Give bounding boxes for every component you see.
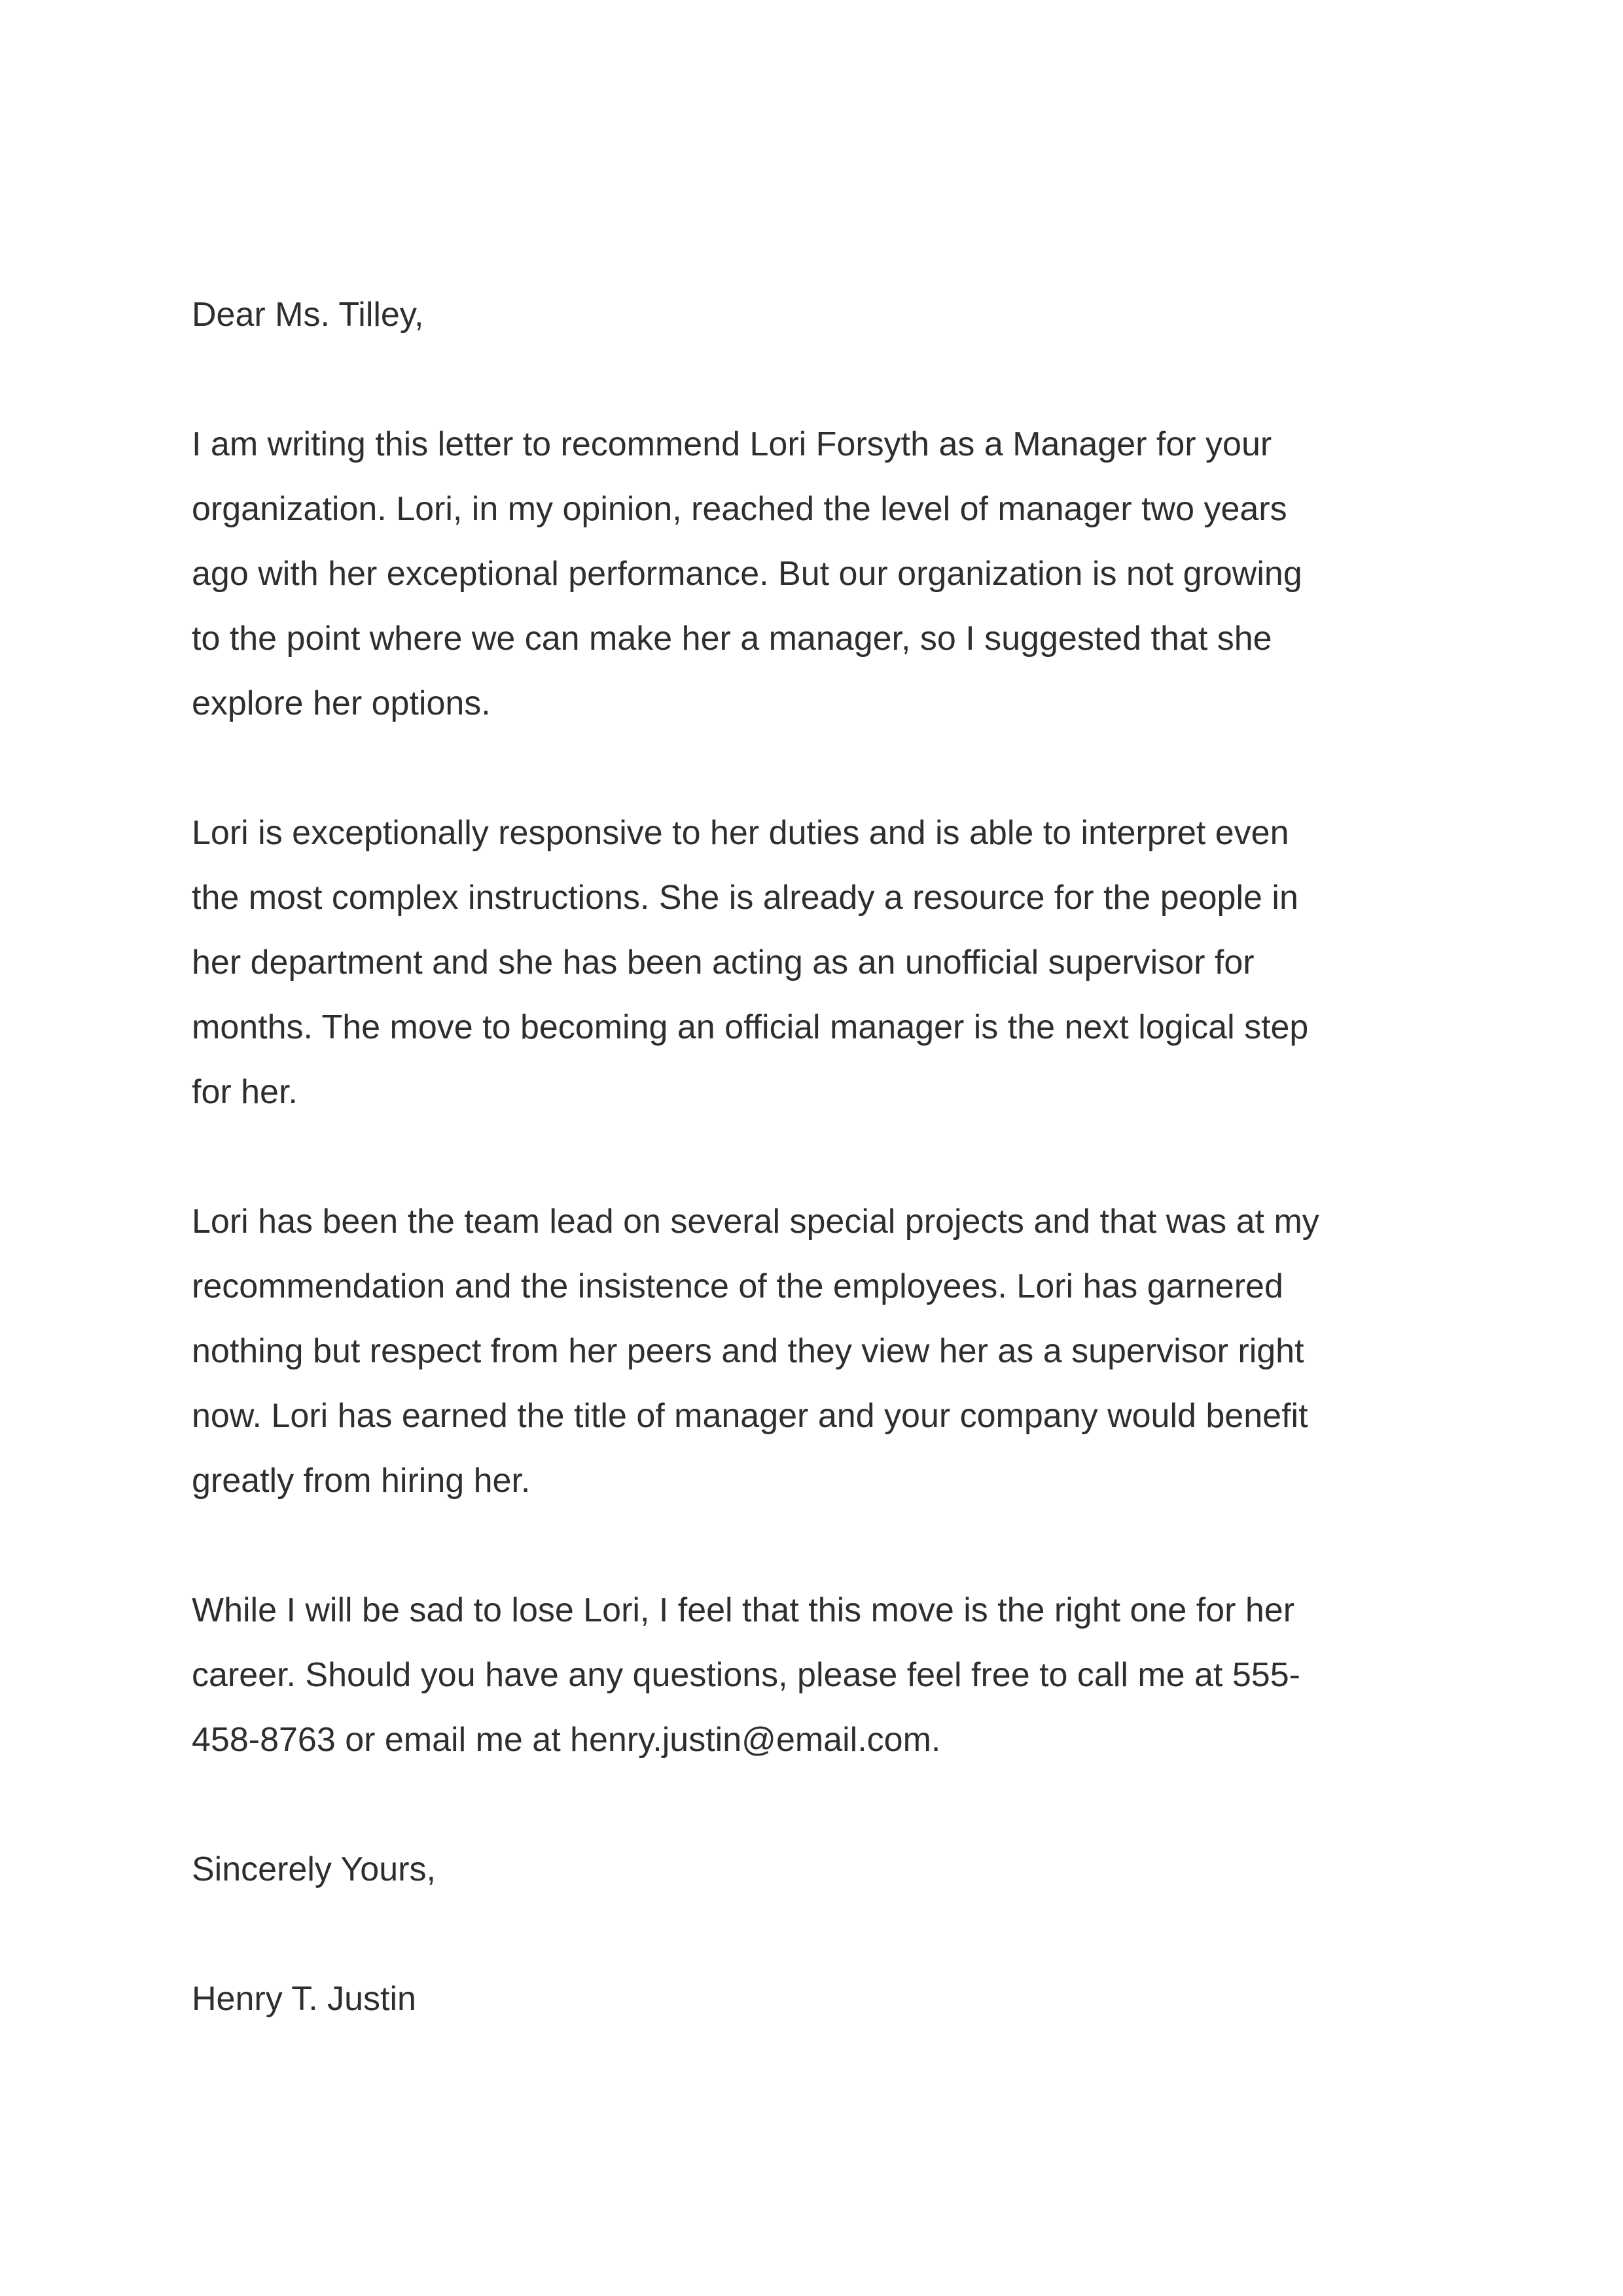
paragraph-intro: I am writing this letter to recommend Lori Forsyth as a Manager for your organization. Lori, in my opinion, reached the level of manager two years ago with her exceptional performance. But our organization is not growing to the point where we can make her a manager, so I suggested that she explore her options. — [192, 425, 1302, 722]
paragraph-responsibilities: Lori is exceptionally responsive to her duties and is able to interpret even the most complex instructions. She is already a resource for the people in her department and she has been acting as an unofficial supervisor for months. The move to becoming an official manager is the next logical step for her. — [192, 814, 1309, 1111]
paragraph-leadership: Lori has been the team lead on several special projects and that was at my recommendation and the insistence of the employees. Lori has garnered nothing but respect from her peers and they view her as a supervisor right now. Lori has earned the title of manager and your company would benefit greatly from hiring her. — [192, 1203, 1319, 1500]
letter-body — [192, 283, 1461, 2032]
signature-name: Henry T. Justin — [192, 1980, 416, 2018]
paragraph-contact: While I will be sad to lose Lori, I feel that this move is the right one for her career. Should you have any questions, please feel free to call me at 555- 458-8763 or email me at henry.justin@email.com. — [192, 1591, 1300, 1759]
closing: Sincerely Yours, — [192, 1850, 436, 1888]
salutation: Dear Ms. Tilley, — [192, 296, 424, 334]
